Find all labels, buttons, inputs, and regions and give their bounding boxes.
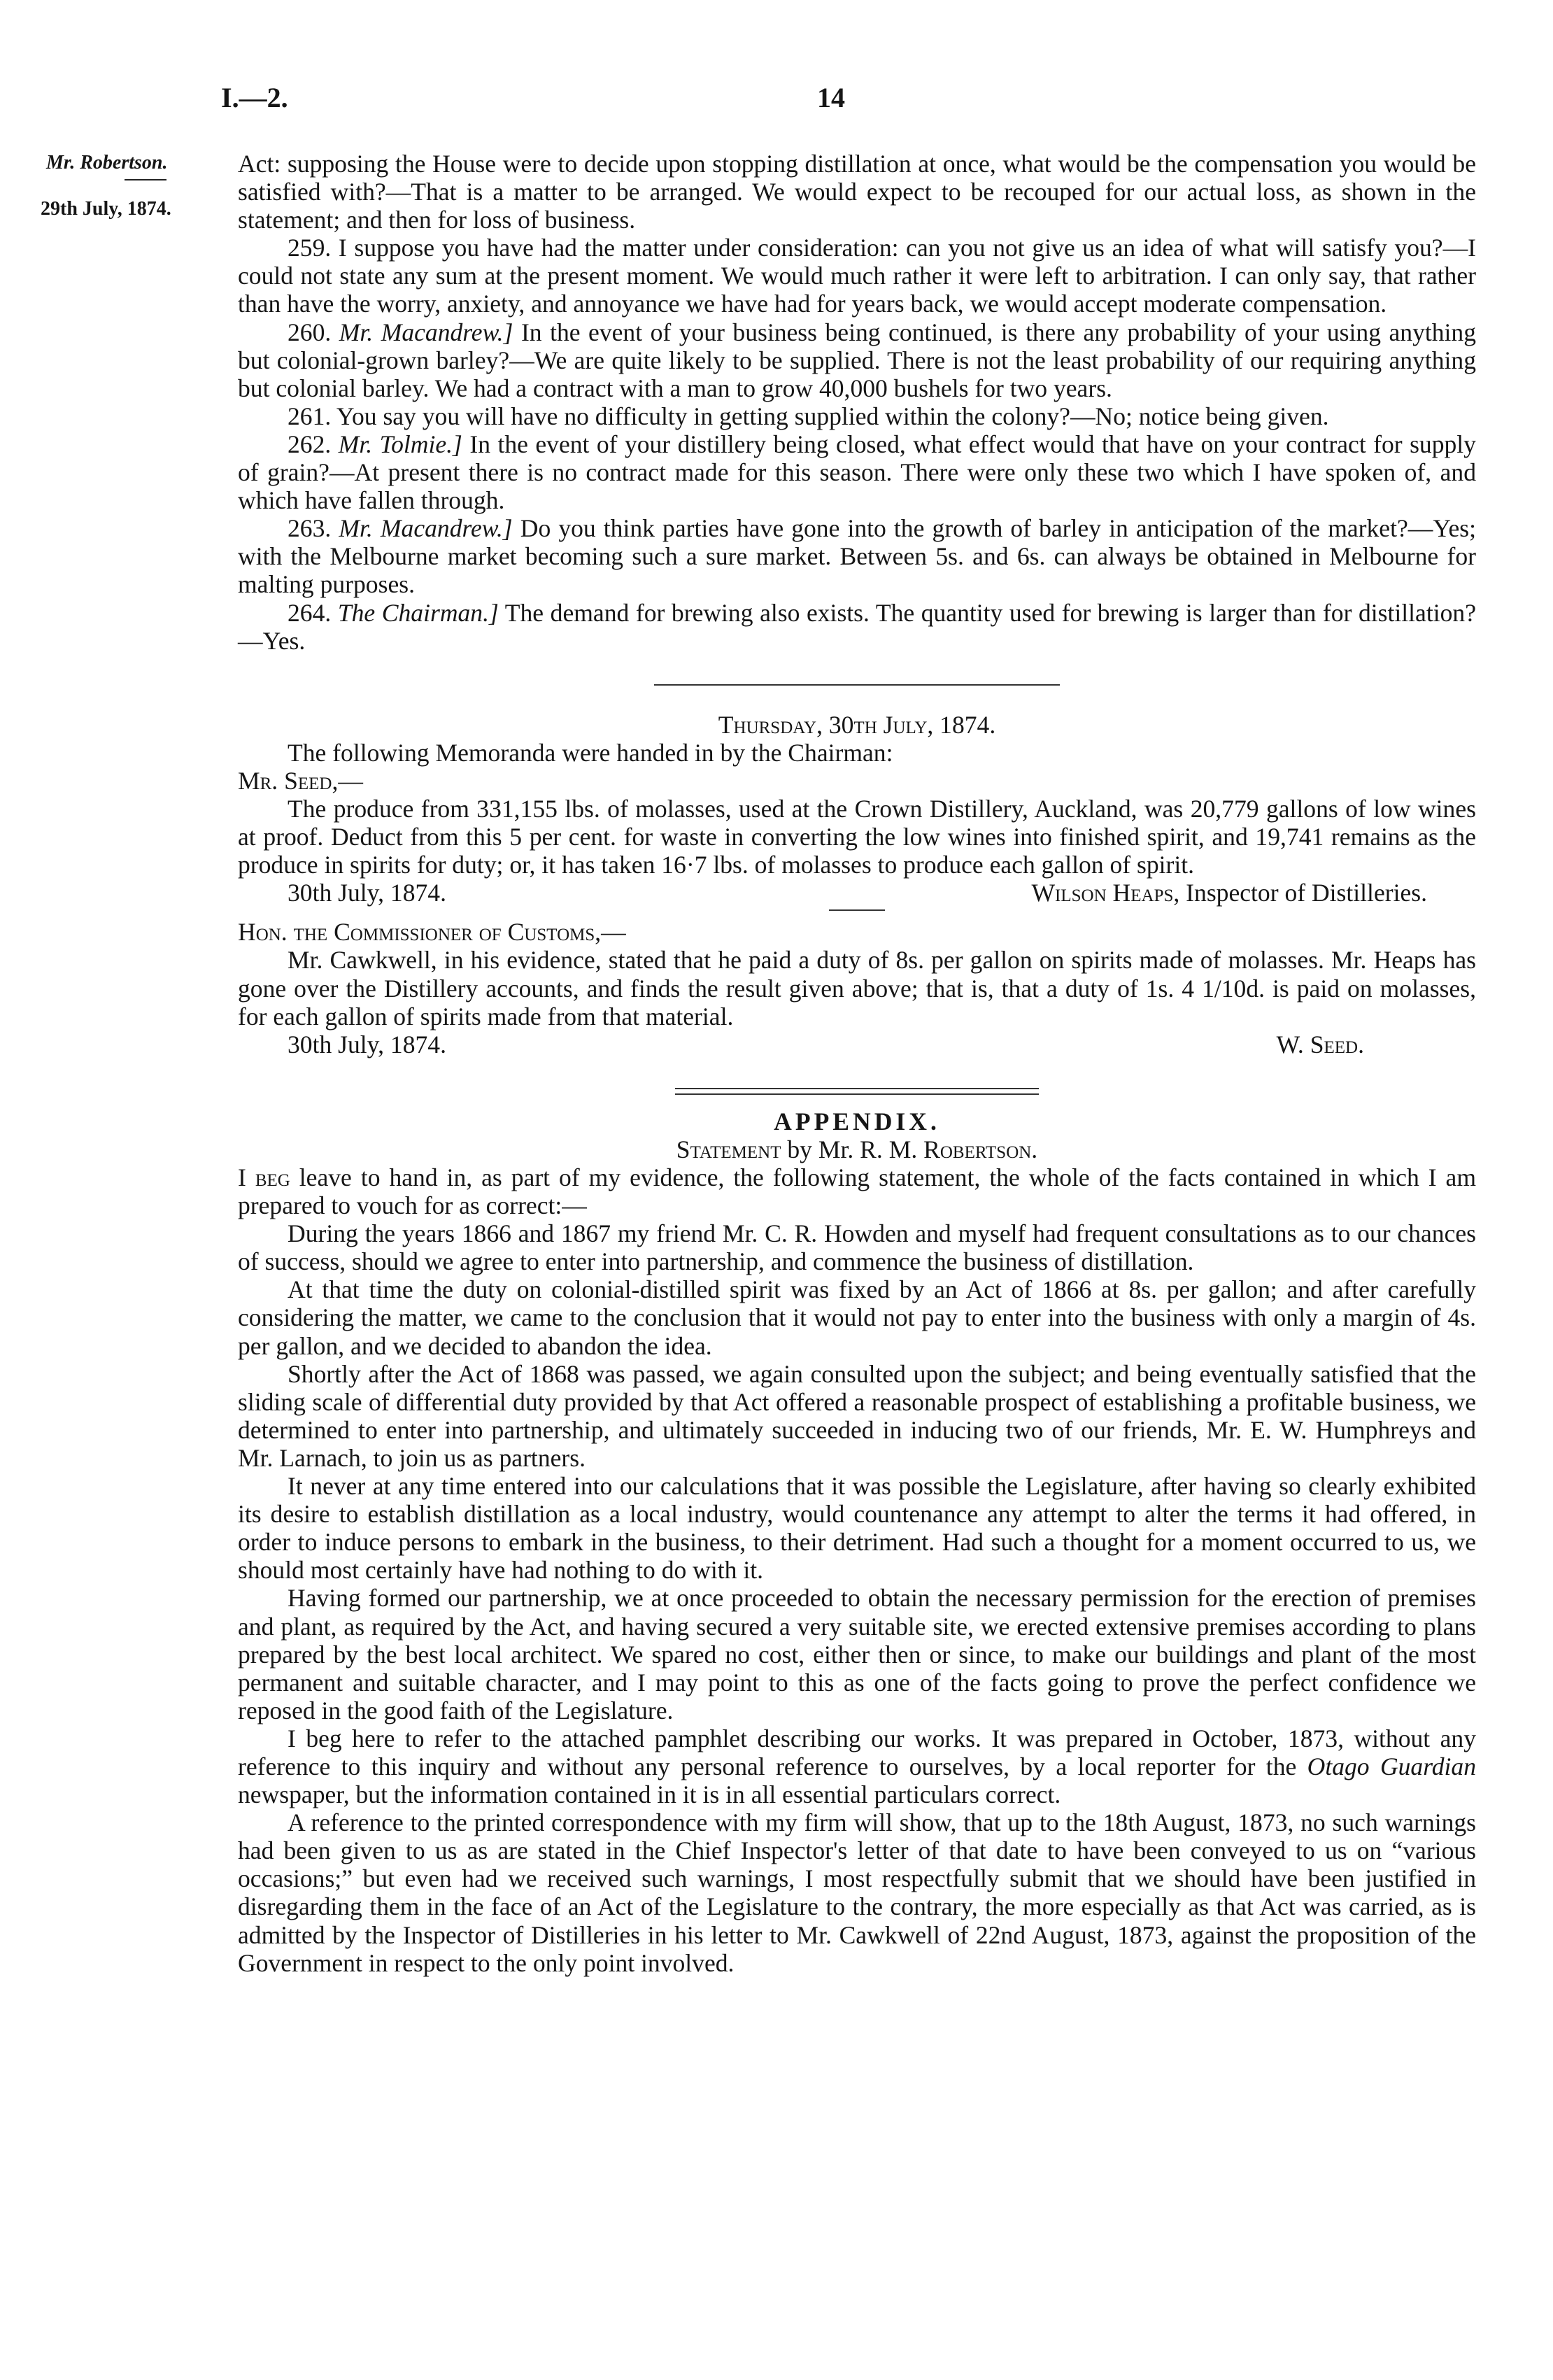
section-divider bbox=[654, 684, 1060, 686]
q264-number: 264. bbox=[288, 598, 332, 627]
q264-text: The demand for brewing also exists. The quantity used for brewing is larger than for distillation?—Yes. bbox=[238, 598, 1476, 655]
appendix-title: APPENDIX. bbox=[774, 1107, 940, 1135]
q260-number: 260. bbox=[288, 318, 332, 346]
memo-date-1: 30th July, 1874. bbox=[288, 879, 446, 907]
margin-witness-name: Mr. Robertson. bbox=[46, 152, 168, 173]
appendix-subtitle bbox=[238, 1135, 1476, 1163]
appendix-paragraph-6 bbox=[238, 1724, 1476, 1808]
page-content bbox=[238, 150, 1476, 1977]
document-reference: I.—2. bbox=[221, 82, 288, 113]
q262-speaker: Mr. Tolmie.] bbox=[338, 430, 462, 458]
memo-body-1: The produce from 331,155 lbs. of molasses, used at the Crown Distillery, Auckland, was 20,779 gallons of low wines at proof. Deduct from this 5 per cent. for waste in converting the low wines into finished spirit, and 19,741 remains as the produce in spirits for duty; or, it has taken 16·7 lbs. of molasses to produce each gallon of spirit. bbox=[238, 794, 1476, 879]
paragraph-6-text-a: I beg here to refer to the attached pamphlet describing our works. It was prepared in October, 1873, without any reference to this inquiry and without any personal reference to ourselves, by a local reporter for the bbox=[238, 1724, 1476, 1780]
margin-dash bbox=[125, 179, 166, 180]
q262-text: In the event of your distillery being closed, what effect would that have on your contract for supply of grain?—At present there is no contract made for this season. There were only these two which I have spoken of, and which have fallen through. bbox=[238, 430, 1476, 515]
q263-speaker: Mr. Macandrew.] bbox=[339, 514, 513, 543]
memo-addressee-1: Mr. Seed,— bbox=[238, 766, 363, 795]
memo-date-2: 30th July, 1874. bbox=[288, 1030, 446, 1058]
statement-by: by Mr. R. M. bbox=[781, 1135, 924, 1163]
appendix-paragraph-5: Having formed our partnership, we at once proceeded to obtain the necessary permission for the erection of premises and plant, as required by the Act, and having secured a very suitable site, we erected extensive premises according to plans prepared by the best local architect. We spared no cost, either then or since, to make our buildings and plant of the most permanent and suitable character, and I may point to this as one of the facts going to prove the perfect confidence we reposed in the good faith of the Legislature. bbox=[238, 1584, 1476, 1724]
memo-addressee-2: Hon. the Commissioner of Customs,— bbox=[238, 918, 626, 947]
signatory-title-1: , Inspector of Distilleries. bbox=[1173, 879, 1427, 907]
q259: 259. I suppose you have had the matter under consideration: can you not give us an idea of what will satisfy you?—I could not state any sum at the present moment. We would much rather it were left to arbitration. I can only say, that rather than have the worry, anxiety, and annoyance we have had for years back, we would accept moderate compensation. bbox=[238, 234, 1476, 318]
memo-date-heading: Thursday, 30th July, 1874. bbox=[718, 710, 996, 739]
appendix-intro-text: leave to hand in, as part of my evidence, the following statement, the whole of the facts contained in which I am prepared to vouch for as correct:— bbox=[238, 1163, 1476, 1220]
appendix-paragraph-7: A reference to the printed correspondence with my firm will show, that up to the 18th August, 1873, no such warnings had been given to us as are stated in the Chief Inspector's letter of that date to have been conveyed to us on “various occasions;” but even had we received such warnings, I most respectfully submit that we should have been justified in disregarding them in the face of an Act of the Legislature to the contrary, the more especially as that Act was carried, as is admitted by the Inspector of Distilleries in his letter to Mr. Cawkwell of 22nd August, 1873, against the proposition of the Government in respect to the only point involved. bbox=[238, 1808, 1476, 1977]
signatory-name-1: Wilson Heaps bbox=[1031, 879, 1174, 907]
q260 bbox=[238, 318, 1476, 402]
appendix-lead-words: I beg bbox=[238, 1163, 290, 1191]
paragraph-6-text-b: newspaper, but the information contained in it is in all essential particulars correct. bbox=[238, 1780, 1061, 1809]
statement-author: Robertson. bbox=[923, 1135, 1038, 1163]
margin-date: 29th July, 1874. bbox=[41, 198, 171, 220]
q264 bbox=[238, 599, 1476, 655]
q260-speaker: Mr. Macandrew.] bbox=[339, 318, 513, 346]
memo-body-2: Mr. Cawkwell, in his evidence, stated that he paid a duty of 8s. per gallon on spirits made of molasses. Mr. Heaps has gone over the Distillery accounts, and finds the result given above; that is, that a duty of 1s. 4 1/10d. is paid on molasses, for each gallon of spirits made from that material. bbox=[238, 946, 1476, 1030]
q261: 261. You say you will have no difficulty in getting supplied within the colony?—No; notice being given. bbox=[288, 402, 1329, 430]
memo-intro: The following Memoranda were handed in by the Chairman: bbox=[288, 738, 893, 767]
appendix-paragraph-1: During the years 1866 and 1867 my friend Mr. C. R. Howden and myself had frequent consultations as to our chances of success, should we agree to enter into partnership, and commence the business of distillation. bbox=[238, 1219, 1476, 1276]
appendix-paragraph-4: It never at any time entered into our calculations that it was possible the Legislature, after having so clearly exhibited its desire to establish distillation as a local industry, would countenance any attempt to alter the terms it had offered, in order to induce persons to embark in the business, to their detriment. Had such a thought for a moment occurred to us, we should most certainly have had nothing to do with it. bbox=[238, 1472, 1476, 1585]
q263-number: 263. bbox=[288, 514, 332, 543]
q258-answer: Act: supposing the House were to decide upon stopping distillation at once, what would be the compensation you would be satisfied with?—That is a matter to be arranged. We would expect to be recouped for our actual loss, as shown in the statement; and then for loss of business. bbox=[238, 150, 1476, 234]
statement-word: Statement bbox=[676, 1135, 781, 1163]
appendix-paragraph-2: At that time the duty on colonial-distilled spirit was fixed by an Act of 1866 at 8s. per gallon; and after carefully considering the matter, we came to the conclusion that it would not pay to enter into the business with only a margin of 4s. per gallon, and we decided to abandon the idea. bbox=[238, 1275, 1476, 1360]
newspaper-name: Otago Guardian bbox=[1307, 1752, 1477, 1780]
appendix-double-rule bbox=[675, 1088, 1039, 1095]
memo-signature-2: W. Seed. bbox=[1276, 1030, 1364, 1058]
q263-text: Do you think parties have gone into the growth of barley in anticipation of the market?—Yes; with the Melbourne market becoming such a sure market. Between 5s. and 6s. can always be obtained in Melbourne for malting purposes. bbox=[238, 514, 1476, 599]
q263 bbox=[238, 514, 1476, 598]
q264-speaker: The Chairman.] bbox=[337, 598, 499, 627]
page-number: 14 bbox=[817, 82, 845, 113]
appendix-intro bbox=[238, 1163, 1476, 1219]
q262 bbox=[238, 430, 1476, 514]
q260-text: In the event of your business being continued, is there any probability of your using anything but colonial-grown barley?—We are quite likely to be supplied. There is not the least probability of our requiring anything but colonial barley. We had a contract with a man to grow 40,000 bushels for two years. bbox=[238, 318, 1476, 402]
appendix-paragraph-3: Shortly after the Act of 1868 was passed, we again consulted upon the subject; and being eventually satisfied that the sliding scale of differential duty provided by that Act offered a reasonable prospect of establishing a profitable business, we determined to enter into partnership, and ultimately succeeded in inducing two of our friends, Mr. E. W. Humphreys and Mr. Larnach, to join us as partners. bbox=[238, 1359, 1476, 1472]
memo-signature-line-1 bbox=[238, 879, 1476, 907]
memo-divider bbox=[829, 909, 885, 911]
memo-signature-1 bbox=[1031, 879, 1476, 907]
q262-number: 262. bbox=[288, 430, 332, 458]
memo-signature-line-2 bbox=[238, 1030, 1476, 1058]
